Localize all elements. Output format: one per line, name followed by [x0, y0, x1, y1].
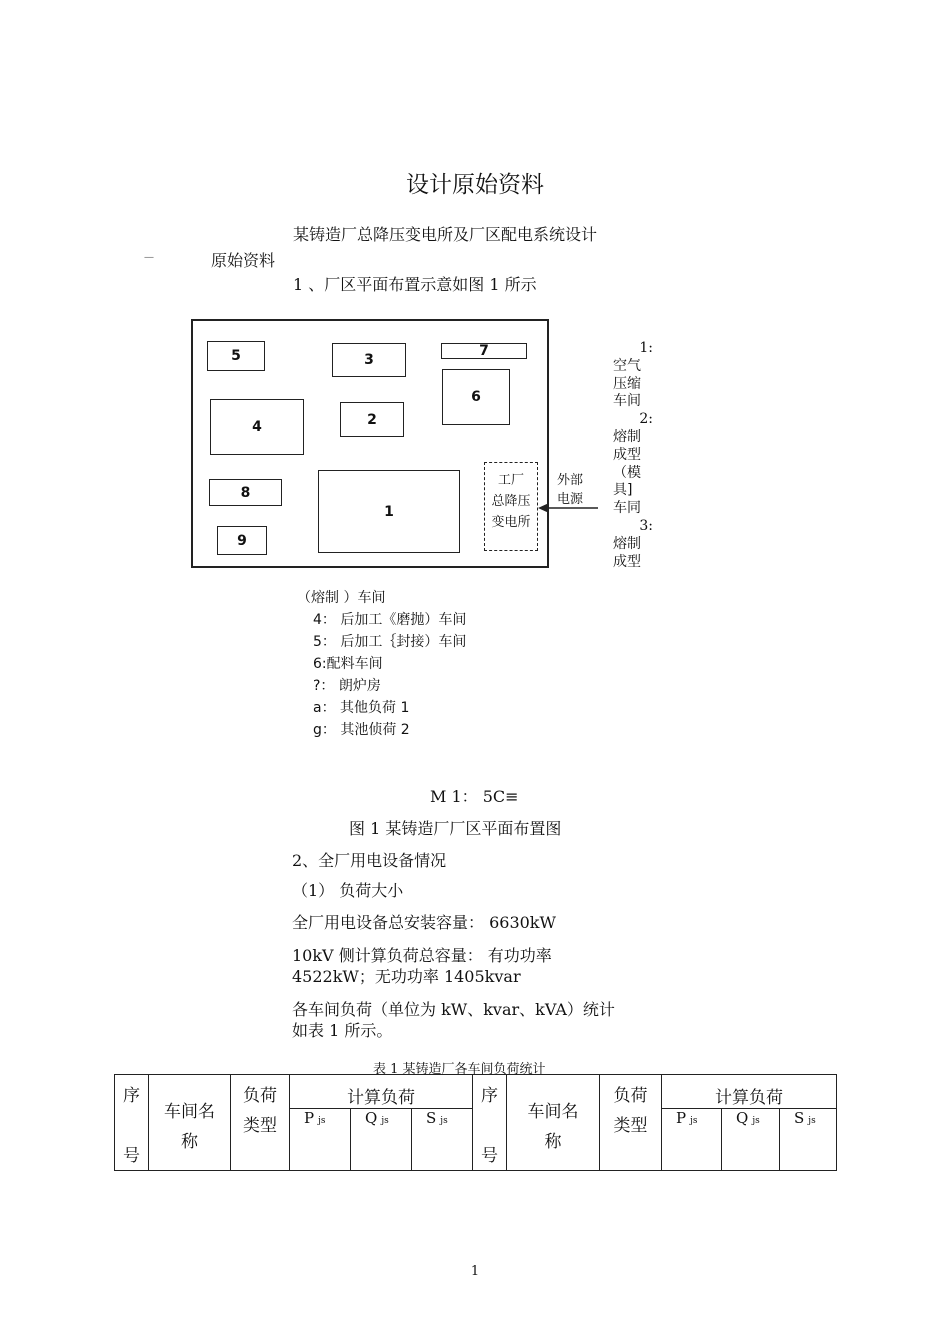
external-power-label: 外部 电源	[557, 473, 584, 507]
workshop-box-4: 4	[210, 399, 304, 455]
figure-caption: 图 1 某铸造厂厂区平面布置图	[349, 819, 562, 838]
dash-mark: —	[144, 252, 154, 263]
calc-load-line-2: 4522kW；无功功率 1405kvar	[292, 967, 521, 986]
legend-line-7: g： 其池侦荷 2	[313, 722, 410, 738]
legend-line-5: ?： 朗炉房	[313, 678, 381, 694]
pjs-header-2: P js	[662, 1109, 722, 1171]
workshop-load-line-1: 各车间负荷（单位为 kW、kvar、kVA）统计	[292, 1000, 615, 1019]
workshop-load-table	[114, 1074, 837, 1171]
item-2-1: （1） 负荷大小	[292, 881, 404, 900]
legend-line-6: a： 其他负荷 1	[313, 700, 410, 716]
qjs-header-2: Q js	[722, 1109, 780, 1171]
workshop-box-6: 6	[442, 369, 510, 425]
load-type-header-2: 负荷 类型	[600, 1075, 662, 1171]
calc-load-line-1: 10kV 侧计算负荷总容量： 有功功率	[292, 946, 552, 965]
pjs-header: P js	[290, 1109, 351, 1171]
workshop-box-8: 8	[209, 479, 282, 506]
legend-line-4: 6:配料车间	[313, 656, 383, 672]
legend-line-2: 4： 后加工《磨抛）车间	[313, 612, 467, 628]
workshop-box-5: 5	[207, 341, 265, 371]
document-subtitle: 某铸造厂总降压变电所及厂区配电系统设计	[293, 225, 598, 244]
page-number: 1	[470, 1264, 480, 1279]
workshop-box-9: 9	[217, 526, 267, 555]
section-heading: 原始资料	[211, 251, 276, 270]
side-legend: 1: 空气 压缩 车间 2: 熔制 成型 （模 具] 车同 3: 熔制 成型	[613, 340, 653, 570]
item-2: 2、全厂用电设备情况	[292, 851, 447, 870]
calc-load-header-2: 计算负荷	[662, 1075, 837, 1109]
scale-note: M 1： 5C≡	[430, 787, 519, 806]
legend-line-3: 5： 后加工｛封接）车间	[313, 634, 467, 650]
workshop-box-1: 1	[318, 470, 460, 553]
seq-header-bottom-2: 号	[473, 1137, 507, 1171]
seq-header-bottom: 号	[115, 1137, 149, 1171]
legend-line-1: （熔制 ）车间	[297, 590, 386, 606]
sjs-header-2: S js	[780, 1109, 837, 1171]
seq-header: 序	[115, 1075, 149, 1137]
table-header-row-1	[115, 1075, 837, 1109]
workshop-name-header-2: 车间名 称	[507, 1075, 600, 1171]
workshop-box-2: 2	[340, 402, 404, 437]
sjs-header: S js	[412, 1109, 473, 1171]
qjs-header: Q js	[351, 1109, 412, 1171]
load-type-header: 负荷 类型	[231, 1075, 290, 1171]
workshop-box-7: 7	[441, 343, 527, 359]
total-capacity: 全厂用电设备总安装容量： 6630kW	[292, 913, 556, 932]
table-caption: 表 1 某铸造厂各车间负荷统计	[373, 1062, 546, 1077]
calc-load-header: 计算负荷	[290, 1075, 473, 1109]
workshop-load-line-2: 如表 1 所示。	[292, 1021, 393, 1040]
item-1: 1 、厂区平面布置示意如图 1 所示	[293, 275, 537, 294]
seq-header-2: 序	[473, 1075, 507, 1137]
plant-layout-diagram	[191, 319, 549, 568]
main-substation-box: 工厂 总降压 变电所	[484, 462, 538, 551]
incoming-power-arrow	[536, 500, 600, 516]
workshop-box-3: 3	[332, 343, 406, 377]
document-title: 设计原始资料	[406, 172, 544, 198]
workshop-name-header: 车间名 称	[149, 1075, 231, 1171]
